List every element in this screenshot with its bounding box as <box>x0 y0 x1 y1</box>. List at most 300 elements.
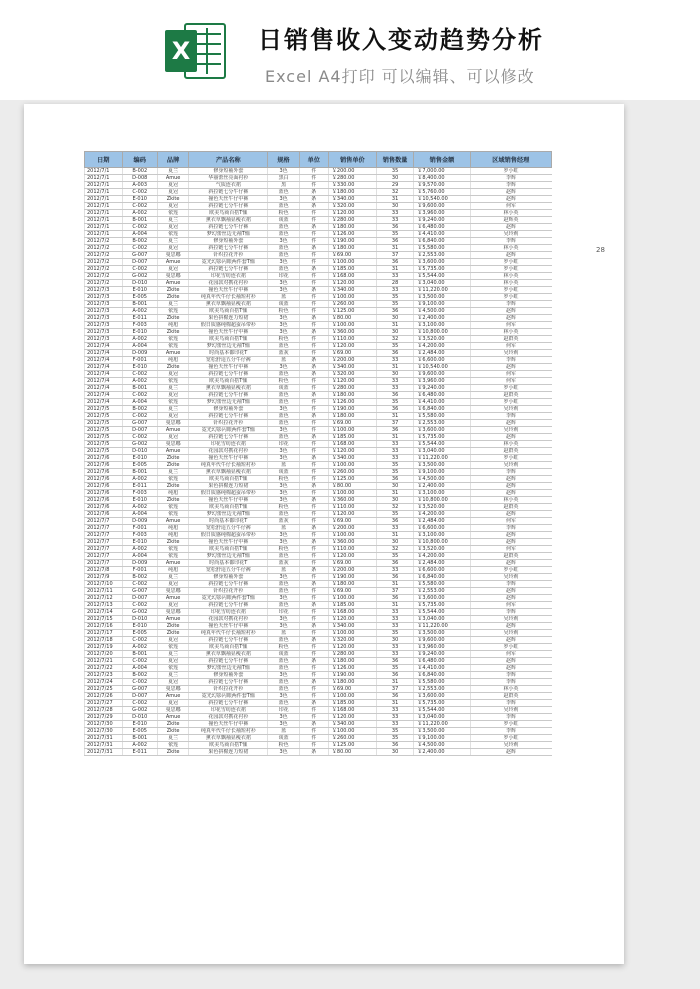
cell-date: 2012/7/19 <box>85 644 123 651</box>
cell-qty: 36 <box>376 672 414 679</box>
cell-manager: 赵辉 <box>470 308 551 315</box>
cell-date: 2012/7/5 <box>85 441 123 448</box>
cell-qty: 35 <box>376 399 414 406</box>
cell-price: ￥260.00 <box>328 469 376 476</box>
cell-product: 斜拉链七分牛仔裤 <box>189 700 268 707</box>
cell-product: 梦幻蕾丝边无袖T恤 <box>189 399 268 406</box>
cell-qty: 35 <box>376 294 414 301</box>
cell-code: E-005 <box>122 728 157 735</box>
cell-qty: 30 <box>376 497 414 504</box>
cell-spec: 粉色 <box>268 210 299 217</box>
cell-price: ￥126.00 <box>328 399 376 406</box>
cell-qty: 31 <box>376 364 414 371</box>
cell-manager: 李辉 <box>470 357 551 364</box>
cell-manager: 赵群英 <box>470 392 551 399</box>
cell-brand: Amue <box>157 259 188 266</box>
table-row <box>85 630 552 637</box>
cell-date: 2012/7/5 <box>85 448 123 455</box>
page-title: 日销售收入变动趋势分析 <box>258 26 544 54</box>
table-row <box>85 427 552 434</box>
cell-qty: 35 <box>376 511 414 518</box>
cell-amount: ￥3,520.00 <box>414 546 470 553</box>
cell-brand: 曼思娜 <box>157 420 188 427</box>
cell-date: 2012/7/6 <box>85 483 123 490</box>
cell-spec: 3色 <box>268 329 299 336</box>
cell-unit: 条 <box>299 224 328 231</box>
cell-unit: 件 <box>299 448 328 455</box>
cell-date: 2012/7/30 <box>85 721 123 728</box>
cell-price: ￥190.00 <box>328 672 376 679</box>
cell-amount: ￥5,544.00 <box>414 273 470 280</box>
cell-date: 2012/7/6 <box>85 511 123 518</box>
cell-date: 2012/7/7 <box>85 518 123 525</box>
cell-unit: 件 <box>299 574 328 581</box>
cell-brand: 夏冠 <box>157 371 188 378</box>
cell-amount: ￥3,500.00 <box>414 728 470 735</box>
cell-brand: Zkite <box>157 623 188 630</box>
cell-code: E-005 <box>122 294 157 301</box>
cell-unit: 件 <box>299 469 328 476</box>
cell-code: B-001 <box>122 385 157 392</box>
cell-brand: 夏兰 <box>157 168 188 175</box>
cell-code: D-009 <box>122 350 157 357</box>
cell-qty: 30 <box>376 175 414 182</box>
cell-code: G-002 <box>122 441 157 448</box>
cell-spec: 蓝色 <box>268 224 299 231</box>
cell-price: ￥100.00 <box>328 595 376 602</box>
cell-code: D-010 <box>122 448 157 455</box>
cell-spec: 粉色 <box>268 546 299 553</box>
cell-amount: ￥11,220.00 <box>414 455 470 462</box>
cell-qty: 30 <box>376 637 414 644</box>
cell-brand: 夏冠 <box>157 581 188 588</box>
cell-spec: 3色 <box>268 714 299 721</box>
cell-product: 霓光幻影闪眼两件套T恤 <box>189 595 268 602</box>
cell-date: 2012/7/6 <box>85 469 123 476</box>
cell-manager: 吴玲莉 <box>470 350 551 357</box>
cell-qty: 33 <box>376 455 414 462</box>
cell-unit: 条 <box>299 364 328 371</box>
cell-date: 2012/7/8 <box>85 567 123 574</box>
cell-manager: 林小英 <box>470 686 551 693</box>
cell-spec: 蓝色 <box>268 420 299 427</box>
cell-amount: ￥2,400.00 <box>414 483 470 490</box>
cell-unit: 件 <box>299 350 328 357</box>
cell-product: 霓光幻影闪眼两件套T恤 <box>189 427 268 434</box>
cell-unit: 件 <box>299 546 328 553</box>
cell-code: G-002 <box>122 273 157 280</box>
cell-amount: ￥2,484.00 <box>414 350 470 357</box>
cell-code: C-002 <box>122 679 157 686</box>
cell-date: 2012/7/6 <box>85 497 123 504</box>
cell-qty: 31 <box>376 679 414 686</box>
table-row <box>85 308 552 315</box>
cell-spec: 蓝色 <box>268 434 299 441</box>
table-row <box>85 245 552 252</box>
cell-price: ￥100.00 <box>328 462 376 469</box>
cell-amount: ￥2,553.00 <box>414 588 470 595</box>
cell-unit: 件 <box>299 252 328 259</box>
cell-product: 斜拉链七分牛仔裤 <box>189 203 268 210</box>
cell-brand: 曼思娜 <box>157 707 188 714</box>
cell-spec: 蓝色 <box>268 392 299 399</box>
cell-product: 假日质感纯棉超蚕吊带衫 <box>189 322 268 329</box>
cell-amount: ￥4,410.00 <box>414 399 470 406</box>
cell-price: ￥340.00 <box>328 196 376 203</box>
table-row <box>85 392 552 399</box>
cell-manager: 赵群英 <box>470 504 551 511</box>
cell-manager: 赵辉 <box>470 420 551 427</box>
cell-manager: 赵辉 <box>470 364 551 371</box>
cell-product: 薰衣草飘袖显瘦衣裙 <box>189 735 268 742</box>
cell-product: 时尚基本都印花T <box>189 350 268 357</box>
cell-spec: 粉色 <box>268 336 299 343</box>
cell-brand: 依莲 <box>157 476 188 483</box>
cell-spec: 谈蓝 <box>268 385 299 392</box>
cell-brand: 夏冠 <box>157 245 188 252</box>
cell-manager: 罗小虹 <box>470 287 551 294</box>
cell-manager: 李辉 <box>470 413 551 420</box>
cell-product: 花园款对携花衬衫 <box>189 448 268 455</box>
column-header: 编码 <box>122 152 157 168</box>
cell-price: ￥185.00 <box>328 602 376 609</box>
cell-date: 2012/7/4 <box>85 385 123 392</box>
cell-manager: 赵辉 <box>470 658 551 665</box>
cell-unit: 件 <box>299 693 328 700</box>
cell-manager: 赵辉 <box>470 595 551 602</box>
table-row <box>85 728 552 735</box>
cell-unit: 条 <box>299 658 328 665</box>
cell-spec: 印花 <box>268 609 299 616</box>
table-row <box>85 224 552 231</box>
cell-brand: 依莲 <box>157 511 188 518</box>
cell-amount: ￥9,570.00 <box>414 182 470 189</box>
table-row <box>85 749 552 756</box>
cell-brand: Zkite <box>157 749 188 756</box>
cell-manager: 林小英 <box>470 497 551 504</box>
cell-price: ￥100.00 <box>328 427 376 434</box>
cell-manager: 李辉 <box>470 679 551 686</box>
cell-brand: 夏冠 <box>157 637 188 644</box>
cell-qty: 33 <box>376 441 414 448</box>
cell-price: ￥110.00 <box>328 504 376 511</box>
cell-unit: 条 <box>299 266 328 273</box>
cell-spec: 蓝 <box>268 525 299 532</box>
cell-amount: ￥6,480.00 <box>414 658 470 665</box>
cell-qty: 33 <box>376 616 414 623</box>
cell-amount: ￥3,040.00 <box>414 280 470 287</box>
cell-product: 欧美鸟商百搭T恤 <box>189 308 268 315</box>
cell-date: 2012/7/10 <box>85 581 123 588</box>
table-row <box>85 182 552 189</box>
cell-spec: 蓝色 <box>268 665 299 672</box>
cell-manager: 罗小虹 <box>470 168 551 175</box>
cell-date: 2012/7/7 <box>85 532 123 539</box>
cell-manager: 赵群英 <box>470 336 551 343</box>
cell-qty: 33 <box>376 448 414 455</box>
cell-spec: 3色 <box>268 574 299 581</box>
cell-price: ￥126.00 <box>328 231 376 238</box>
cell-unit: 件 <box>299 616 328 623</box>
table-row <box>85 371 552 378</box>
cell-code: A-002 <box>122 644 157 651</box>
cell-code: E-010 <box>122 329 157 336</box>
cell-product: 华丽蕾丝亮面衬衫 <box>189 175 268 182</box>
table-row <box>85 238 552 245</box>
cell-price: ￥200.00 <box>328 168 376 175</box>
cell-spec: 3色 <box>268 259 299 266</box>
cell-code: A-003 <box>122 182 157 189</box>
cell-code: A-004 <box>122 231 157 238</box>
cell-qty: 33 <box>376 609 414 616</box>
table-row <box>85 644 552 651</box>
cell-spec: 印花 <box>268 441 299 448</box>
cell-qty: 31 <box>376 602 414 609</box>
cell-brand: 曼思娜 <box>157 686 188 693</box>
cell-manager: 赵辉 <box>470 224 551 231</box>
cell-code: C-002 <box>122 637 157 644</box>
cell-amount: ￥11,220.00 <box>414 623 470 630</box>
cell-product: 梦幻蕾丝边无袖T恤 <box>189 665 268 672</box>
cell-unit: 条 <box>299 483 328 490</box>
cell-brand: 依莲 <box>157 546 188 553</box>
cell-spec: 蓝 <box>268 294 299 301</box>
table-row <box>85 714 552 721</box>
cell-code: A-004 <box>122 399 157 406</box>
cell-price: ￥200.00 <box>328 357 376 364</box>
cell-unit: 条 <box>299 413 328 420</box>
cell-manager: 赵辉 <box>470 490 551 497</box>
cell-price: ￥100.00 <box>328 490 376 497</box>
cell-price: ￥180.00 <box>328 189 376 196</box>
table-row <box>85 266 552 273</box>
cell-qty: 33 <box>376 217 414 224</box>
cell-brand: 纯旭 <box>157 322 188 329</box>
cell-qty: 36 <box>376 259 414 266</box>
cell-manager: 赵辉 <box>470 196 551 203</box>
cell-product: 梦幻蕾丝边无袖T恤 <box>189 511 268 518</box>
cell-code: C-002 <box>122 266 157 273</box>
cell-qty: 33 <box>376 287 414 294</box>
cell-date: 2012/7/22 <box>85 665 123 672</box>
cell-spec: 3色 <box>268 490 299 497</box>
cell-code: E-010 <box>122 539 157 546</box>
cell-amount: ￥5,580.00 <box>414 245 470 252</box>
cell-manager: 何军 <box>470 546 551 553</box>
cell-spec: 蓝 <box>268 567 299 574</box>
column-header: 品牌 <box>157 152 188 168</box>
cell-qty: 33 <box>376 525 414 532</box>
cell-manager: 赵辉英 <box>470 217 551 224</box>
cell-date: 2012/7/20 <box>85 651 123 658</box>
cell-spec: 粉色 <box>268 378 299 385</box>
cell-spec: 3色 <box>268 406 299 413</box>
cell-price: ￥120.00 <box>328 553 376 560</box>
cell-code: B-002 <box>122 672 157 679</box>
cell-brand: Amue <box>157 280 188 287</box>
cell-product: 欧美鸟商百搭T恤 <box>189 742 268 749</box>
cell-amount: ￥3,960.00 <box>414 378 470 385</box>
cell-code: C-002 <box>122 413 157 420</box>
table-row <box>85 448 552 455</box>
cell-brand: 夏冠 <box>157 224 188 231</box>
cell-qty: 31 <box>376 490 414 497</box>
table-row <box>85 700 552 707</box>
cell-date: 2012/7/6 <box>85 455 123 462</box>
cell-date: 2012/7/4 <box>85 399 123 406</box>
table-row <box>85 574 552 581</box>
cell-spec: 粉色 <box>268 644 299 651</box>
cell-unit: 条 <box>299 581 328 588</box>
cell-date: 2012/7/4 <box>85 343 123 350</box>
cell-amount: ￥5,580.00 <box>414 413 470 420</box>
cell-spec: 蓝 <box>268 357 299 364</box>
cell-qty: 33 <box>376 707 414 714</box>
cell-manager: 何军 <box>470 651 551 658</box>
cell-spec: 3色 <box>268 616 299 623</box>
cell-unit: 件 <box>299 441 328 448</box>
table-row <box>85 189 552 196</box>
cell-manager: 吴玲莉 <box>470 630 551 637</box>
table-row <box>85 693 552 700</box>
cell-code: E-010 <box>122 364 157 371</box>
cell-price: ￥168.00 <box>328 441 376 448</box>
cell-unit: 件 <box>299 511 328 518</box>
cell-product: 修身短袖外套 <box>189 574 268 581</box>
cell-amount: ￥4,200.00 <box>414 553 470 560</box>
cell-unit: 件 <box>299 518 328 525</box>
cell-price: ￥330.00 <box>328 182 376 189</box>
cell-price: ￥168.00 <box>328 707 376 714</box>
cell-product: 针织拉花开衫 <box>189 588 268 595</box>
cell-date: 2012/7/27 <box>85 700 123 707</box>
cell-unit: 条 <box>299 357 328 364</box>
cell-brand: 依莲 <box>157 553 188 560</box>
cell-product: 斜拉链七分牛仔裤 <box>189 602 268 609</box>
cell-amount: ￥2,553.00 <box>414 420 470 427</box>
cell-product: 斜拉链七分牛仔裤 <box>189 658 268 665</box>
cell-manager: 林小英 <box>470 210 551 217</box>
cell-product: 印花雪纺连衣裙 <box>189 441 268 448</box>
cell-qty: 36 <box>376 560 414 567</box>
cell-date: 2012/7/5 <box>85 427 123 434</box>
table-row <box>85 175 552 182</box>
cell-manager: 赵群英 <box>470 448 551 455</box>
cell-qty: 36 <box>376 406 414 413</box>
cell-manager: 赵辉 <box>470 476 551 483</box>
cell-product: 针织拉花开衫 <box>189 252 268 259</box>
table-row <box>85 273 552 280</box>
cell-date: 2012/7/9 <box>85 574 123 581</box>
cell-brand: Zkite <box>157 728 188 735</box>
cell-qty: 37 <box>376 252 414 259</box>
cell-price: ￥69.00 <box>328 420 376 427</box>
cell-product: 撞色天丝牛仔中裤 <box>189 196 268 203</box>
cell-date: 2012/7/3 <box>85 287 123 294</box>
cell-date: 2012/7/2 <box>85 259 123 266</box>
cell-qty: 36 <box>376 238 414 245</box>
cell-manager: 何军 <box>470 518 551 525</box>
cell-qty: 35 <box>376 728 414 735</box>
cell-product: 斜拉链七分牛仔裤 <box>189 679 268 686</box>
cell-code: G-002 <box>122 707 157 714</box>
cell-manager: 何军 <box>470 343 551 350</box>
cell-price: ￥190.00 <box>328 574 376 581</box>
cell-amount: ￥9,600.00 <box>414 637 470 644</box>
cell-spec: 蓝色 <box>268 588 299 595</box>
cell-amount: ￥5,760.00 <box>414 189 470 196</box>
cell-code: D-009 <box>122 518 157 525</box>
table-row <box>85 462 552 469</box>
cell-brand: 依莲 <box>157 378 188 385</box>
cell-code: A-002 <box>122 378 157 385</box>
cell-spec: 3色 <box>268 497 299 504</box>
cell-unit: 件 <box>299 294 328 301</box>
cell-code: C-002 <box>122 392 157 399</box>
cell-manager: 李辉 <box>470 175 551 182</box>
cell-unit: 件 <box>299 385 328 392</box>
cell-amount: ￥10,800.00 <box>414 539 470 546</box>
cell-date: 2012/7/31 <box>85 749 123 756</box>
cell-price: ￥125.00 <box>328 476 376 483</box>
cell-product: 气质连衣裙 <box>189 182 268 189</box>
cell-unit: 条 <box>299 287 328 294</box>
cell-price: ￥120.00 <box>328 714 376 721</box>
cell-manager: 吴玲莉 <box>470 742 551 749</box>
cell-code: G-007 <box>122 420 157 427</box>
cell-code: F-003 <box>122 322 157 329</box>
cell-product: 花园款对携花衬衫 <box>189 714 268 721</box>
cell-manager: 李辉 <box>470 700 551 707</box>
cell-date: 2012/7/2 <box>85 238 123 245</box>
cell-date: 2012/7/3 <box>85 336 123 343</box>
cell-product: 梦幻蕾丝边无袖T恤 <box>189 231 268 238</box>
cell-manager: 李辉 <box>470 581 551 588</box>
cell-manager: 罗小虹 <box>470 294 551 301</box>
cell-spec: 蓝色 <box>268 658 299 665</box>
cell-unit: 件 <box>299 406 328 413</box>
cell-brand: 夏冠 <box>157 266 188 273</box>
cell-price: ￥185.00 <box>328 266 376 273</box>
cell-manager: 赵辉 <box>470 511 551 518</box>
cell-amount: ￥3,960.00 <box>414 210 470 217</box>
cell-product: 印花雪纺连衣裙 <box>189 609 268 616</box>
cell-unit: 件 <box>299 259 328 266</box>
cell-spec: 3色 <box>268 364 299 371</box>
cell-manager: 何军 <box>470 203 551 210</box>
cell-manager: 吴玲莉 <box>470 707 551 714</box>
table-row <box>85 651 552 658</box>
cell-product: 纯真年代牛仔长袖短衬衫 <box>189 294 268 301</box>
cell-spec: 黑白 <box>268 175 299 182</box>
table-row <box>85 609 552 616</box>
cell-code: B-002 <box>122 238 157 245</box>
cell-manager: 罗小虹 <box>470 567 551 574</box>
cell-amount: ￥6,840.00 <box>414 238 470 245</box>
cell-brand: Amue <box>157 714 188 721</box>
cell-spec: 3色 <box>268 427 299 434</box>
cell-price: ￥340.00 <box>328 455 376 462</box>
table-row <box>85 364 552 371</box>
cell-manager: 罗小虹 <box>470 735 551 742</box>
cell-product: 果色拼棉连力短裙 <box>189 749 268 756</box>
cell-price: ￥100.00 <box>328 693 376 700</box>
cell-spec: 3色 <box>268 623 299 630</box>
cell-spec: 蓝灰 <box>268 518 299 525</box>
cell-manager: 林小英 <box>470 441 551 448</box>
cell-product: 欧美鸟商百搭T恤 <box>189 546 268 553</box>
table-row <box>85 343 552 350</box>
